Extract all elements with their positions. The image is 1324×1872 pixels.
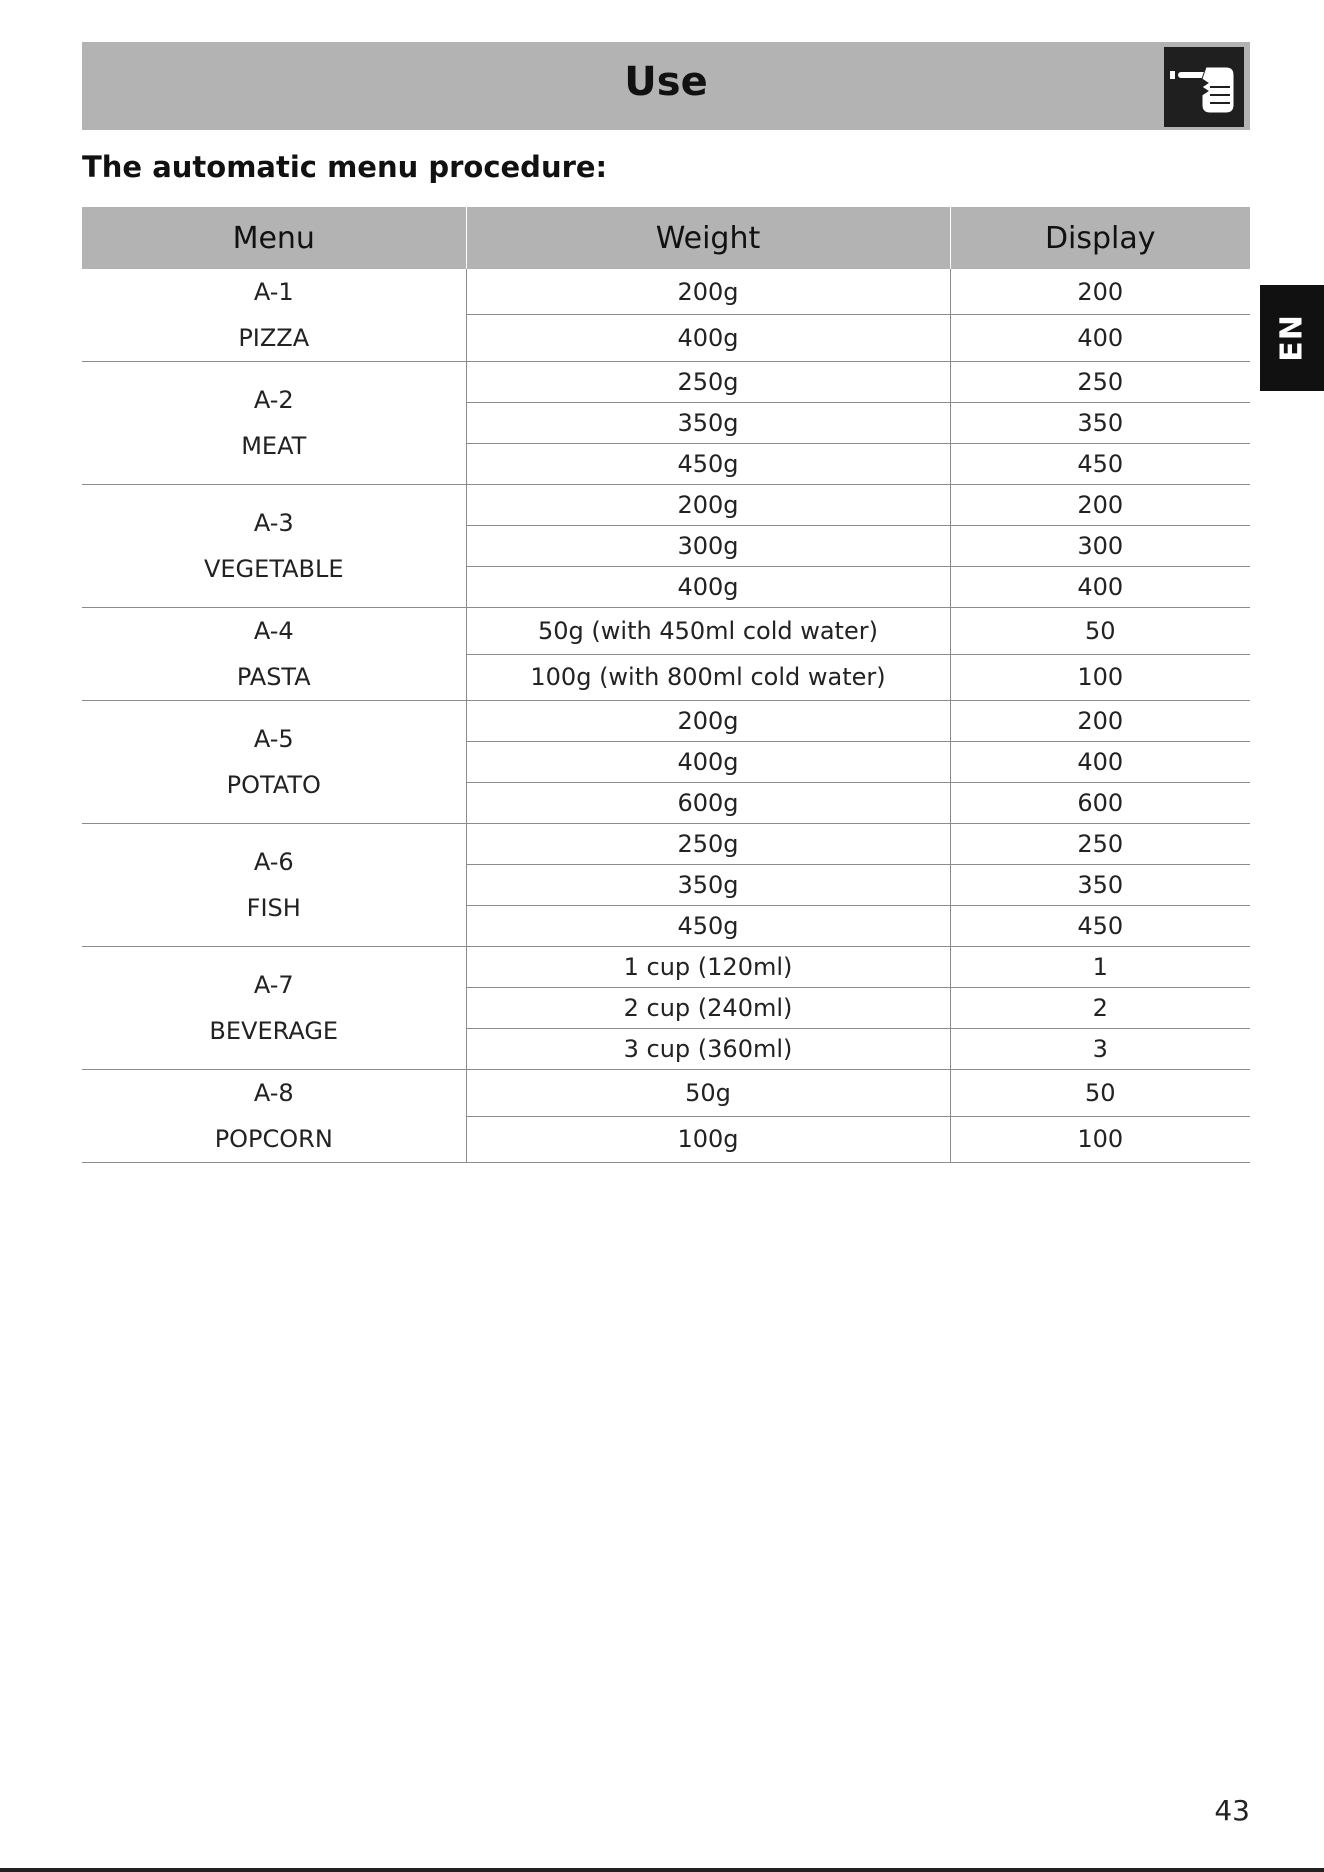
menu-name: PASTA [236, 663, 311, 691]
column-header-weight: Weight [466, 207, 950, 269]
weight-cell: 100g (with 800ml cold water) [466, 654, 950, 701]
weight-cell: 2 cup (240ml) [466, 988, 950, 1029]
weight-cell: 450g [466, 906, 950, 947]
table-row [82, 608, 1250, 655]
weight-cell: 1 cup (120ml) [466, 947, 950, 988]
weight-cell: 400g [466, 567, 950, 608]
table-row [82, 701, 1250, 742]
language-label: EN [1274, 314, 1310, 362]
display-cell: 350 [950, 403, 1250, 444]
bottom-rule [0, 1868, 1324, 1872]
display-cell: 50 [950, 608, 1250, 655]
display-cell: 50 [950, 1070, 1250, 1117]
table-row [82, 485, 1250, 526]
weight-cell: 200g [466, 701, 950, 742]
weight-cell: 100g [466, 1116, 950, 1163]
pointing-hand-icon [1164, 47, 1244, 127]
table-row [82, 1070, 1250, 1117]
menu-cell [82, 701, 466, 824]
menu-cell [82, 608, 466, 701]
menu-cell [82, 1070, 466, 1163]
display-cell: 450 [950, 444, 1250, 485]
display-cell: 200 [950, 701, 1250, 742]
display-cell: 250 [950, 824, 1250, 865]
menu-name: POTATO [226, 771, 321, 799]
weight-cell: 600g [466, 783, 950, 824]
weight-cell: 450g [466, 444, 950, 485]
table-header-row [82, 207, 1250, 269]
weight-cell: 400g [466, 315, 950, 362]
menu-code: A-2 [253, 386, 294, 414]
weight-cell: 50g (with 450ml cold water) [466, 608, 950, 655]
display-cell: 400 [950, 742, 1250, 783]
display-cell: 400 [950, 567, 1250, 608]
menu-name: BEVERAGE [209, 1017, 339, 1045]
menu-cell [82, 824, 466, 947]
menu-code: A-3 [253, 509, 294, 537]
language-tab [1260, 285, 1324, 391]
weight-cell: 350g [466, 403, 950, 444]
display-cell: 1 [950, 947, 1250, 988]
automatic-menu-table [82, 207, 1250, 1163]
menu-name: POPCORN [214, 1125, 333, 1153]
table-row [82, 947, 1250, 988]
section-title: The automatic menu procedure: [82, 150, 608, 184]
weight-cell: 400g [466, 742, 950, 783]
page-number: 43 [1214, 1794, 1250, 1827]
weight-cell: 3 cup (360ml) [466, 1029, 950, 1070]
display-cell: 400 [950, 315, 1250, 362]
display-cell: 450 [950, 906, 1250, 947]
weight-cell: 200g [466, 269, 950, 315]
weight-cell: 300g [466, 526, 950, 567]
table-body [82, 269, 1250, 1163]
menu-cell [82, 947, 466, 1070]
menu-code: A-7 [253, 971, 294, 999]
display-cell: 600 [950, 783, 1250, 824]
page-title: Use [624, 59, 708, 105]
display-cell: 100 [950, 1116, 1250, 1163]
menu-name: FISH [246, 894, 301, 922]
display-cell: 300 [950, 526, 1250, 567]
menu-name: MEAT [241, 432, 307, 460]
weight-cell: 350g [466, 865, 950, 906]
menu-code: A-1 [253, 278, 294, 306]
menu-name: PIZZA [238, 324, 310, 352]
weight-cell: 250g [466, 362, 950, 403]
menu-cell [82, 485, 466, 608]
menu-name: VEGETABLE [203, 555, 344, 583]
display-cell: 100 [950, 654, 1250, 701]
menu-cell [82, 362, 466, 485]
table-row [82, 362, 1250, 403]
display-cell: 3 [950, 1029, 1250, 1070]
page-header [82, 42, 1250, 130]
table-row [82, 269, 1250, 315]
column-header-menu: Menu [82, 207, 466, 269]
display-cell: 200 [950, 485, 1250, 526]
menu-code: A-6 [253, 848, 294, 876]
menu-code: A-5 [253, 725, 294, 753]
menu-cell [82, 269, 466, 362]
column-header-display: Display [950, 207, 1250, 269]
weight-cell: 200g [466, 485, 950, 526]
display-cell: 2 [950, 988, 1250, 1029]
menu-code: A-8 [253, 1079, 294, 1107]
display-cell: 250 [950, 362, 1250, 403]
weight-cell: 250g [466, 824, 950, 865]
weight-cell: 50g [466, 1070, 950, 1117]
display-cell: 200 [950, 269, 1250, 315]
display-cell: 350 [950, 865, 1250, 906]
menu-code: A-4 [253, 617, 294, 645]
table-row [82, 824, 1250, 865]
